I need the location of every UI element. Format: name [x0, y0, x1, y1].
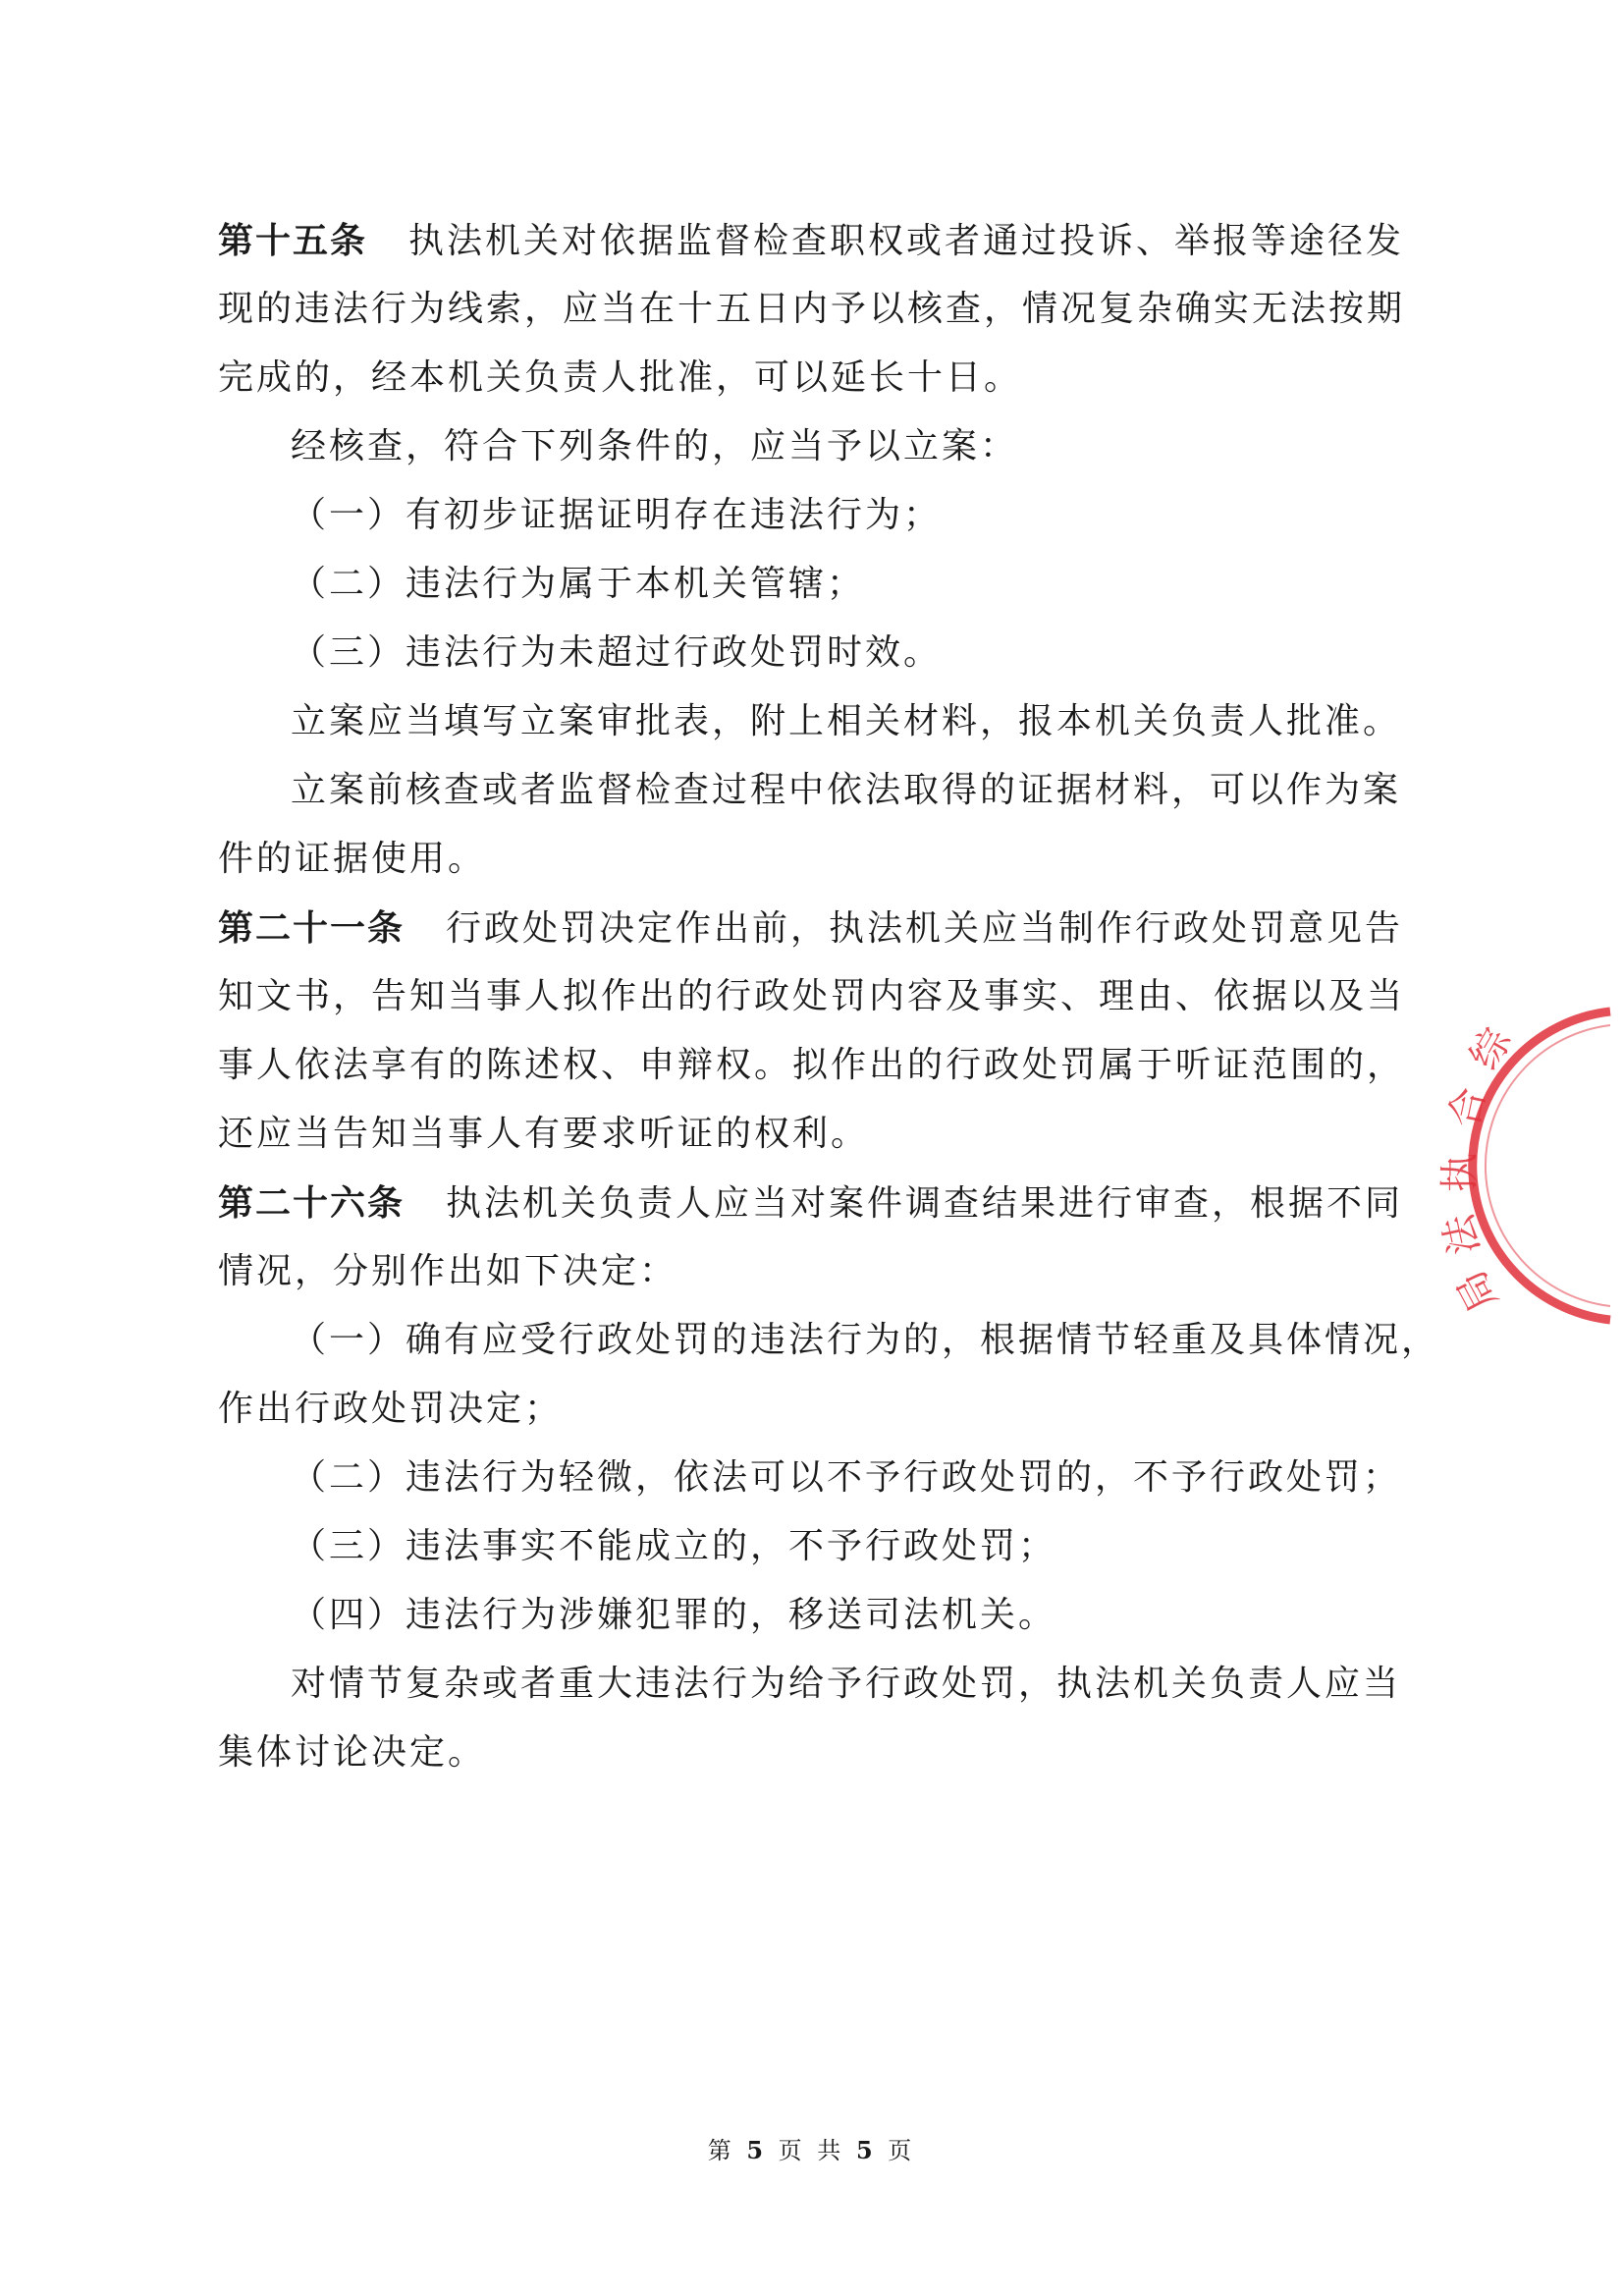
official-seal-stamp: [1435, 1004, 1610, 1328]
article-15-line-2: 现的违法行为线索，应当在十五日内予以核查，情况复杂确实无法按期: [218, 289, 1406, 329]
seal-lettering: [1435, 1019, 1520, 1318]
article-15-heading: 第十五条: [218, 220, 368, 261]
article-21-heading: 第二十一条: [218, 907, 406, 949]
article-26-text-1: 执法机关负责人应当对案件调查结果进行审查，根据不同: [446, 1183, 1404, 1224]
article-15-paragraph-2: 经核查，符合下列条件的，应当予以立案：: [291, 426, 1019, 466]
article-15-line-1: [218, 218, 1404, 264]
article-26-heading: 第二十六条: [218, 1182, 406, 1224]
svg-text:执: 执: [1437, 1153, 1482, 1192]
svg-text:合: 合: [1441, 1083, 1494, 1131]
footer-current-page: 5: [746, 2136, 768, 2164]
footer-middle: 页 共: [778, 2137, 845, 2164]
article-26-line-2: 情况，分别作出如下决定：: [218, 1251, 678, 1291]
article-26-item-1-line-2: 作出行政处罚决定；: [218, 1389, 564, 1429]
article-21-text-1: 行政处罚决定作出前，执法机关应当制作行政处罚意见告: [446, 908, 1404, 949]
svg-text:综: 综: [1461, 1020, 1520, 1077]
article-15-paragraph-4-line-2: 件的证据使用。: [218, 839, 487, 879]
article-26-line-1: [218, 1180, 1403, 1227]
article-21-line-4: 还应当告知当事人有要求听证的权利。: [218, 1114, 870, 1154]
article-26-item-1-line-1: （一）确有应受行政处罚的违法行为的，根据情节轻重及具体情况，: [291, 1320, 1440, 1360]
svg-text:法: 法: [1435, 1211, 1488, 1259]
article-26-paragraph-line-2: 集体讨论决定。: [218, 1732, 487, 1773]
article-15-text-1: 执法机关对依据监督检查职权或者通过投诉、举报等途径发: [408, 221, 1405, 261]
article-26-paragraph-line-1: 对情节复杂或者重大违法行为给予行政处罚，执法机关负责人应当: [291, 1664, 1402, 1704]
article-15-paragraph-3: 立案应当填写立案审批表，附上相关材料，报本机关负责人批准。: [291, 701, 1402, 741]
article-15-item-3: （三）违法行为未超过行政处罚时效。: [291, 632, 943, 673]
article-21-line-1: [218, 905, 1403, 952]
article-26-item-3: （三）违法事实不能成立的，不予行政处罚；: [291, 1526, 1057, 1566]
footer-prefix: 第: [707, 2137, 735, 2164]
article-21-line-3: 事人依法享有的陈述权、申辩权。拟作出的行政处罚属于听证范围的，: [218, 1045, 1406, 1085]
article-26-item-4: （四）违法行为涉嫌犯罪的，移送司法机关。: [291, 1595, 1057, 1635]
article-15-item-1: （一）有初步证据证明存在违法行为；: [291, 495, 943, 535]
footer-total-pages: 5: [855, 2136, 877, 2164]
article-26-item-2: （二）违法行为轻微，依法可以不予行政处罚的，不予行政处罚；: [291, 1457, 1402, 1498]
article-15-paragraph-4-line-1: 立案前核查或者监督检查过程中依法取得的证据材料，可以作为案: [291, 770, 1402, 810]
article-15-item-2: （二）违法行为属于本机关管辖；: [291, 564, 866, 604]
footer-suffix: 页: [888, 2137, 916, 2164]
article-15-line-3: 完成的，经本机关负责人批准，可以延长十日。: [218, 357, 1023, 398]
article-21-line-2: 知文书，告知当事人拟作出的行政处罚内容及事实、理由、依据以及当: [218, 976, 1406, 1016]
page-number-footer: [0, 2131, 1623, 2165]
svg-text:局: 局: [1448, 1263, 1506, 1319]
